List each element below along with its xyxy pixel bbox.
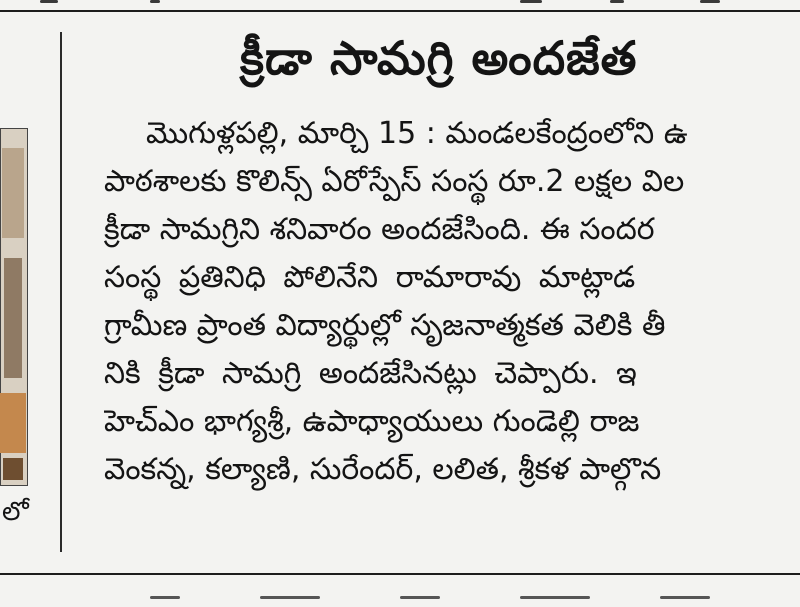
top-rule — [0, 10, 800, 12]
article-headline: క్రీడా సామగ్రి అందజేత — [240, 31, 638, 85]
article-line: మొగుళ్లపల్లి, మార్చి 15 : మండలకేంద్రంలోని ఉ — [146, 116, 688, 151]
article-body — [104, 110, 800, 494]
top-edge-text-fragments — [0, 0, 800, 10]
article-line: హెచ్ఎం భాగ్యశ్రీ, ఉపాధ్యాయులు గుండెల్లి రాజ — [104, 404, 640, 439]
article-line: వెంకన్న, కల్యాణి, సురేందర్, లలిత, శ్రీకళ పాల్గొన — [104, 452, 662, 487]
article-line: గ్రామీణ ప్రాంత విద్యార్థుల్లో సృజనాత్మకత వెలికి తీ — [104, 308, 666, 343]
article-line: క్రీడా సామగ్రిని శనివారం అందజేసింది. ఈ సందర — [104, 212, 655, 247]
article-line: పాఠశాలకు కొలిన్స్ ఏరోస్పేస్ సంస్థ రూ.2 లక్షల విల — [104, 164, 685, 199]
photo-caption: లో — [2, 497, 29, 527]
bottom-rule — [0, 573, 800, 575]
article-photo — [0, 128, 28, 486]
bottom-edge-text-fragments — [0, 590, 800, 607]
article-line: నికి క్రీడా సామగ్రి అందజేసినట్లు చెప్పారు. ఇ — [104, 356, 637, 391]
article-line: సంస్థ ప్రతినిధి పోలినేని రామారావు మాట్లాడ — [104, 260, 636, 295]
column-divider — [60, 32, 62, 552]
